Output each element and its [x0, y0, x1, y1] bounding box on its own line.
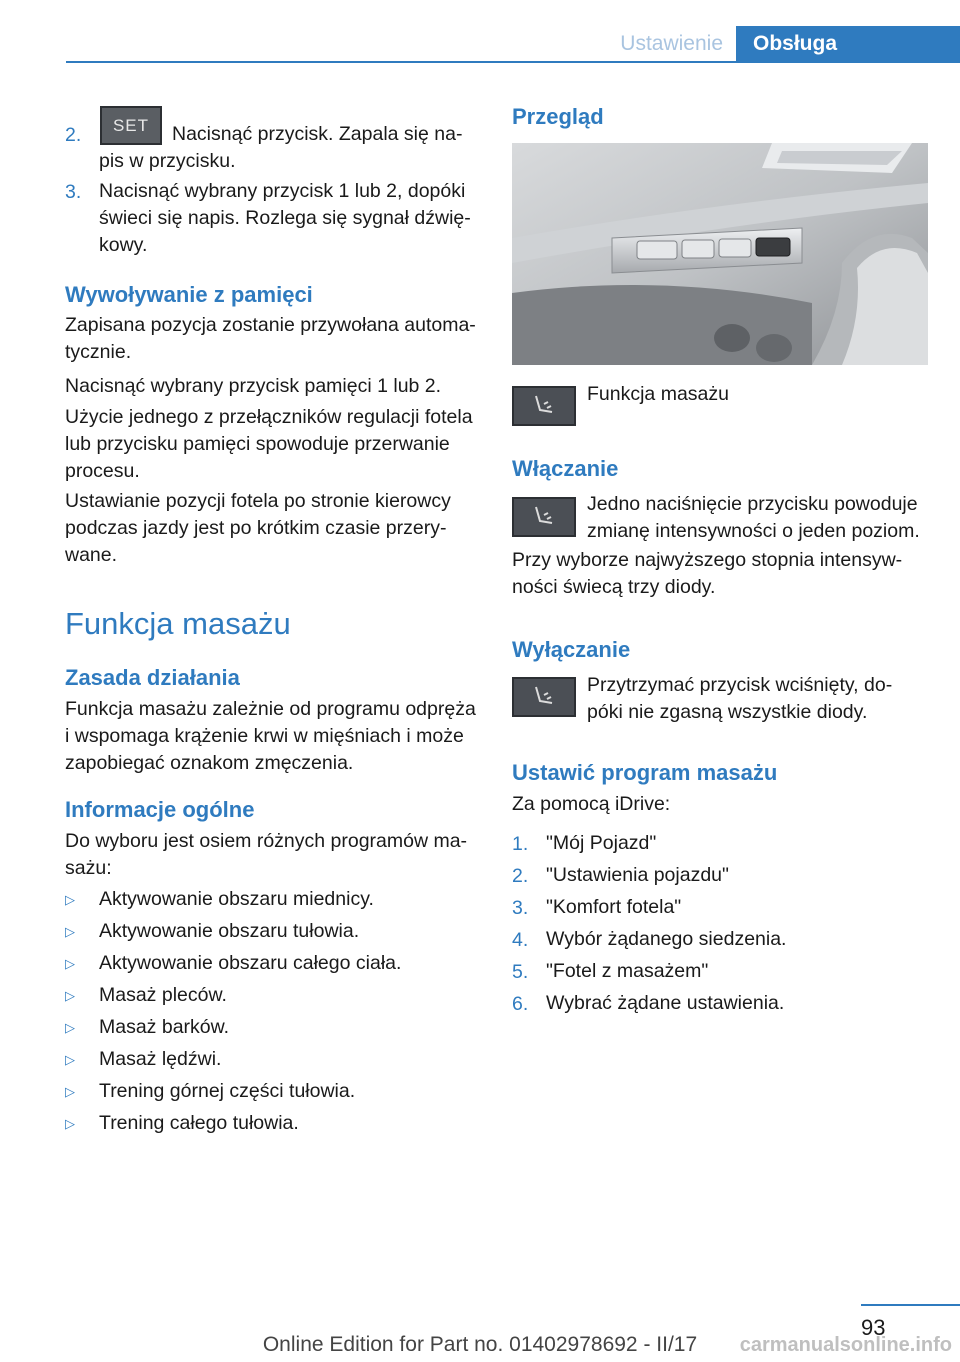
bullet-triangle-icon: ▷: [65, 988, 75, 1003]
idrive-step: Wybrać żądane ustawienia.: [546, 992, 785, 1014]
idrive-step: "Mój Pojazd": [546, 832, 657, 854]
bullet-triangle-icon: ▷: [65, 1084, 75, 1099]
edition-text: Online Edition for Part no. 01402978692 - II/17: [262, 1333, 698, 1356]
principle-line1: Funkcja masażu zależnie od programu odpręża: [65, 698, 476, 720]
step-number: 3.: [65, 181, 82, 203]
principle-heading: Zasada działania: [65, 665, 240, 690]
massage-icon: [512, 386, 576, 426]
step3-text-line2: świeci się napis. Rozlega się sygnał dźwię‐: [99, 207, 471, 229]
recall-p3-line1: Użycie jednego z przełączników regulacji fotela: [65, 406, 473, 428]
footer-rule: [861, 1304, 960, 1306]
recall-p4-line2: podczas jazdy jest po krótkim czasie przery‐: [65, 517, 447, 539]
program-item: Aktywowanie obszaru miednicy.: [99, 888, 374, 910]
idrive-step: "Komfort fotela": [546, 896, 682, 918]
idrive-step: "Ustawienia pojazdu": [546, 864, 729, 886]
overview-heading: Przegląd: [512, 104, 604, 129]
header-tab-section: Ustawienie: [620, 32, 723, 55]
program-item: Aktywowanie obszaru tułowia.: [99, 920, 360, 942]
bullet-triangle-icon: ▷: [65, 924, 75, 939]
on-line3: Przy wyborze najwyższego stopnia intensyw‐: [512, 549, 903, 571]
step-number: 3.: [512, 897, 529, 919]
header-rule: [66, 61, 960, 63]
recall-p4-line1: Ustawianie pozycji fotela po stronie kierowcy: [65, 490, 451, 512]
on-line4: ności świecą trzy diody.: [512, 576, 716, 598]
recall-heading: Wywoływanie z pamięci: [65, 282, 313, 307]
on-heading: Włączanie: [512, 456, 619, 481]
bullet-triangle-icon: ▷: [65, 1116, 75, 1131]
step-number: 6.: [512, 993, 529, 1015]
set-program-heading: Ustawić program masażu: [512, 760, 778, 785]
step-number: 1.: [512, 833, 529, 855]
step2-text-line1: Nacisnąć przycisk. Zapala się na‐: [172, 123, 463, 145]
general-heading: Informacje ogólne: [65, 797, 255, 822]
program-item: Masaż lędźwi.: [99, 1048, 222, 1070]
step2-text-line2: pis w przycisku.: [99, 150, 236, 172]
door-panel-photo: [512, 143, 928, 365]
recall-p3-line3: procesu.: [65, 460, 140, 482]
header-tab-chapter: Obsługa: [736, 26, 960, 61]
bullet-triangle-icon: ▷: [65, 892, 75, 907]
program-item: Masaż pleców.: [99, 984, 227, 1006]
recall-p1-line2: tycznie.: [65, 341, 132, 363]
massage-icon: [512, 497, 576, 537]
watermark: carmanualsonline.info: [739, 1334, 952, 1356]
step3-text-line1: Nacisnąć wybrany przycisk 1 lub 2, dopóki: [99, 180, 466, 202]
massage-section-title: Funkcja masażu: [65, 606, 291, 641]
set-button-icon: SET: [100, 106, 162, 145]
page-number: 93: [861, 1315, 886, 1340]
on-line2: zmianę intensywności o jeden poziom.: [587, 520, 920, 542]
massage-icon-caption: Funkcja masażu: [587, 383, 729, 405]
step-number: 5.: [512, 961, 529, 983]
massage-icon: [512, 677, 576, 717]
program-item: Aktywowanie obszaru całego ciała.: [99, 952, 402, 974]
recall-p3-line2: lub przycisku pamięci spowoduje przerwanie: [65, 433, 450, 455]
step-number: 2.: [512, 865, 529, 887]
off-line1: Przytrzymać przycisk wciśnięty, do‐: [587, 674, 893, 696]
principle-line3: zapobiegać oznakom zmęczenia.: [65, 752, 354, 774]
principle-line2: i wspomaga krążenie krwi w mięśniach i może: [65, 725, 464, 747]
step3-text-line3: kowy.: [99, 234, 148, 256]
idrive-step: "Fotel z masażem": [546, 960, 709, 982]
step-number: 4.: [512, 929, 529, 951]
recall-p1-line1: Zapisana pozycja zostanie przywołana automa‐: [65, 314, 476, 336]
bullet-triangle-icon: ▷: [65, 1052, 75, 1067]
general-line2: sażu:: [65, 857, 112, 879]
set-program-intro: Za pomocą iDrive:: [512, 793, 671, 815]
program-item: Masaż barków.: [99, 1016, 230, 1038]
off-line2: póki nie zgasną wszystkie diody.: [587, 701, 868, 723]
recall-p4-line3: wane.: [65, 544, 118, 566]
idrive-step: Wybór żądanego siedzenia.: [546, 928, 787, 950]
step-number: 2.: [65, 124, 82, 146]
general-line1: Do wyboru jest osiem różnych programów ma‐: [65, 830, 468, 852]
recall-p2: Nacisnąć wybrany przycisk pamięci 1 lub 2.: [65, 375, 442, 397]
on-line1: Jedno naciśnięcie przycisku powoduje: [587, 493, 918, 515]
off-heading: Wyłączanie: [512, 637, 631, 662]
bullet-triangle-icon: ▷: [65, 1020, 75, 1035]
bullet-triangle-icon: ▷: [65, 956, 75, 971]
program-item: Trening górnej części tułowia.: [99, 1080, 356, 1102]
program-item: Trening całego tułowia.: [99, 1112, 299, 1134]
